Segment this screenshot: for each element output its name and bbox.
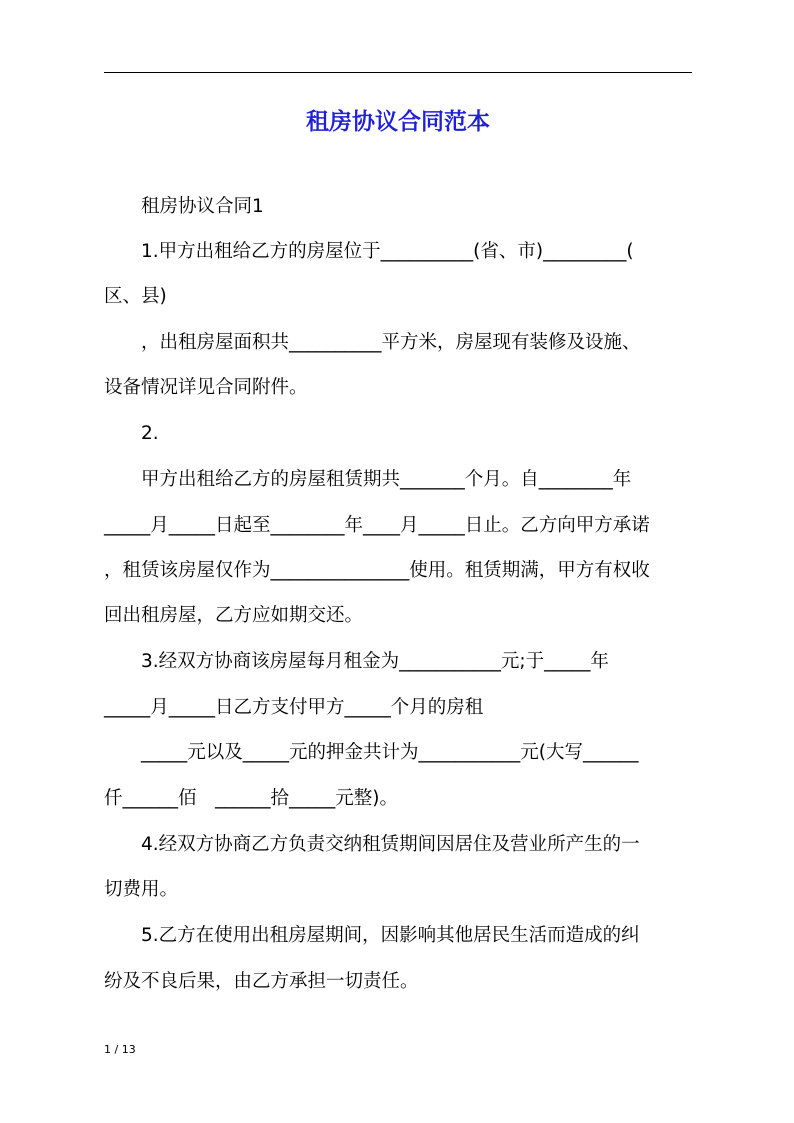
paragraph-line: 回出租房屋，乙方应如期交还。 bbox=[104, 605, 364, 626]
paragraph-line: 3.经双方协商该房屋每月租金为___________元;于_____年 bbox=[104, 651, 609, 672]
paragraph-line: 区、县) bbox=[104, 286, 167, 307]
paragraph-line: _____月_____日起至________年____月_____日止。乙方向甲方承诺 bbox=[104, 515, 650, 536]
paragraph-line: _____月_____日乙方支付甲方_____个月的房租 bbox=[104, 697, 484, 718]
paragraph-line: 租房协议合同1 bbox=[104, 196, 264, 217]
paragraph-line: 纷及不良后果，由乙方承担一切责任。 bbox=[104, 971, 419, 992]
paragraph-line: 仟______佰 ______拾_____元整)。 bbox=[104, 788, 398, 809]
paragraph-line: 4.经双方协商乙方负责交纳租赁期间因居住及营业所产生的一 bbox=[104, 834, 640, 855]
document-title: 租房协议合同范本 bbox=[306, 109, 490, 135]
paragraph-line: 甲方出租给乙方的房屋租赁期共_______个月。自________年 bbox=[104, 469, 632, 490]
paragraph-line: _____元以及_____元的押金共计为___________元(大写______ bbox=[104, 742, 639, 763]
paragraph-line: 2. bbox=[104, 423, 159, 444]
header-rule bbox=[104, 72, 692, 73]
paragraph-line: ，出租房屋面积共__________平方米，房屋现有装修及设施、 bbox=[104, 332, 641, 353]
paragraph-line: ，租赁该房屋仅作为_______________使用。租赁期满，甲方有权收 bbox=[104, 560, 650, 581]
paragraph-line: 设备情况详见合同附件。 bbox=[104, 377, 308, 398]
paragraph-line: 切费用。 bbox=[104, 879, 179, 900]
paragraph-line: 5.乙方在使用出租房屋期间，因影响其他居民生活而造成的纠 bbox=[104, 925, 640, 946]
page-number: 1 / 13 bbox=[104, 1043, 136, 1056]
paragraph-line: 1.甲方出租给乙方的房屋位于__________(省、市)_________( bbox=[104, 241, 634, 262]
